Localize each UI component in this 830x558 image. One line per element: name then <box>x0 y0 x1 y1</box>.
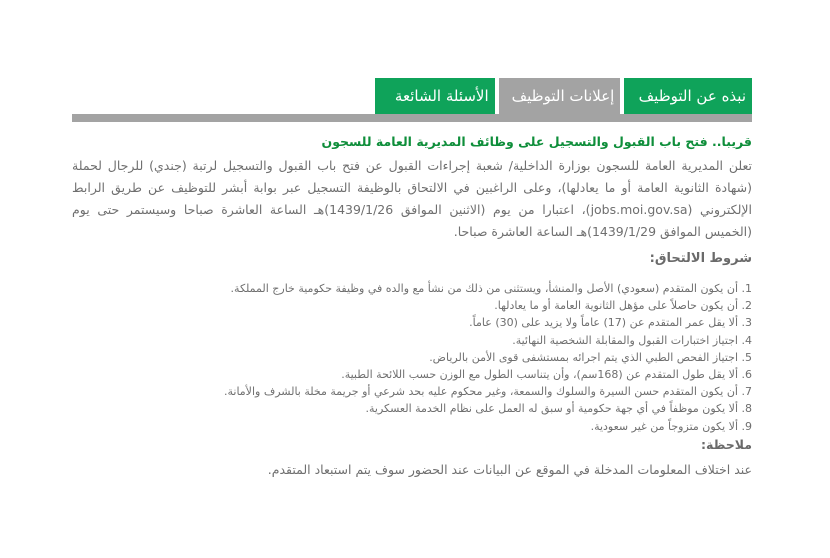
condition-item: 7. أن يكون المتقدم حسن السيرة والسلوك والسمعة، وغير محكوم عليه بحد شرعي أو جريمة مخلة بالشرف والأمانة. <box>223 385 752 399</box>
tab-faq[interactable]: الأسئلة الشائعة <box>375 78 495 114</box>
condition-item: 2. أن يكون حاصلاً على مؤهل الثانوية العامة أو ما يعادلها. <box>494 299 752 313</box>
condition-item: 9. ألا يكون متزوجاً من غير سعودية. <box>590 419 752 433</box>
tab-bar <box>375 78 752 114</box>
article-intro: تعلن المديرية العامة للسجون بوزارة الداخلية/ شعبة إجراءات القبول عن فتح باب القبول والتسجيل لرتبة (جندي) للرجال لحملة (شهادة الثانوية العامة أو ما يعادلها)، وعلى الراغبين في الالتحاق بالوظيفة التسجيل عبر بوابة أبشر للتوظيف عن طريق الرابط الإلكتروني (jobs.moi.gov.sa)، اعتبارا من يوم (الاثنين الموافق 1439/1/26)هـ الساعة العاشرة صباحا وسيستمر حتى يوم (الخميس الموافق 1439/1/29)هـ الساعة العاشرة صباحا. <box>72 158 752 239</box>
article <box>72 134 752 477</box>
article-headline: قريبا.. فتح باب القبول والتسجيل على وظائف المديرية العامة للسجون <box>321 134 752 149</box>
note-text: عند اختلاف المعلومات المدخلة في الموقع عن البيانات عند الحضور سوف يتم استبعاد المتقدم. <box>267 461 752 477</box>
conditions-list <box>72 280 752 435</box>
tab-about-employment[interactable]: نبذه عن التوظيف <box>624 78 752 114</box>
note-title: ملاحظة: <box>701 436 752 452</box>
condition-item: 1. أن يكون المتقدم (سعودي) الأصل والمنشأ، ويستثنى من ذلك من نشأ مع والده في وظيفة حكومية خارج المملكة. <box>230 282 752 295</box>
condition-item: 5. اجتياز الفحص الطبي الذي يتم اجرائه بمستشفى قوى الأمن بالرياض. <box>429 350 752 364</box>
tab-underline-bar <box>72 114 752 122</box>
condition-item: 8. ألا يكون موظفاً في أي جهة حكومية أو سبق له العمل على نظام الخدمة العسكرية. <box>365 402 752 416</box>
condition-item: 3. ألا يقل عمر المتقدم عن (17) عاماً ولا يزيد على (30) عاماً. <box>469 316 752 330</box>
conditions-title: شروط الالتحاق: <box>649 251 752 266</box>
tab-job-announcements[interactable]: إعلانات التوظيف <box>499 78 621 114</box>
condition-item: 4. اجتياز اختبارات القبول والمقابلة الشخصية النهائية. <box>512 333 752 347</box>
condition-item: 6. ألا يقل طول المتقدم عن (168سم)، وأن يتناسب الطول مع الوزن حسب اللائحة الطبية. <box>341 368 752 382</box>
